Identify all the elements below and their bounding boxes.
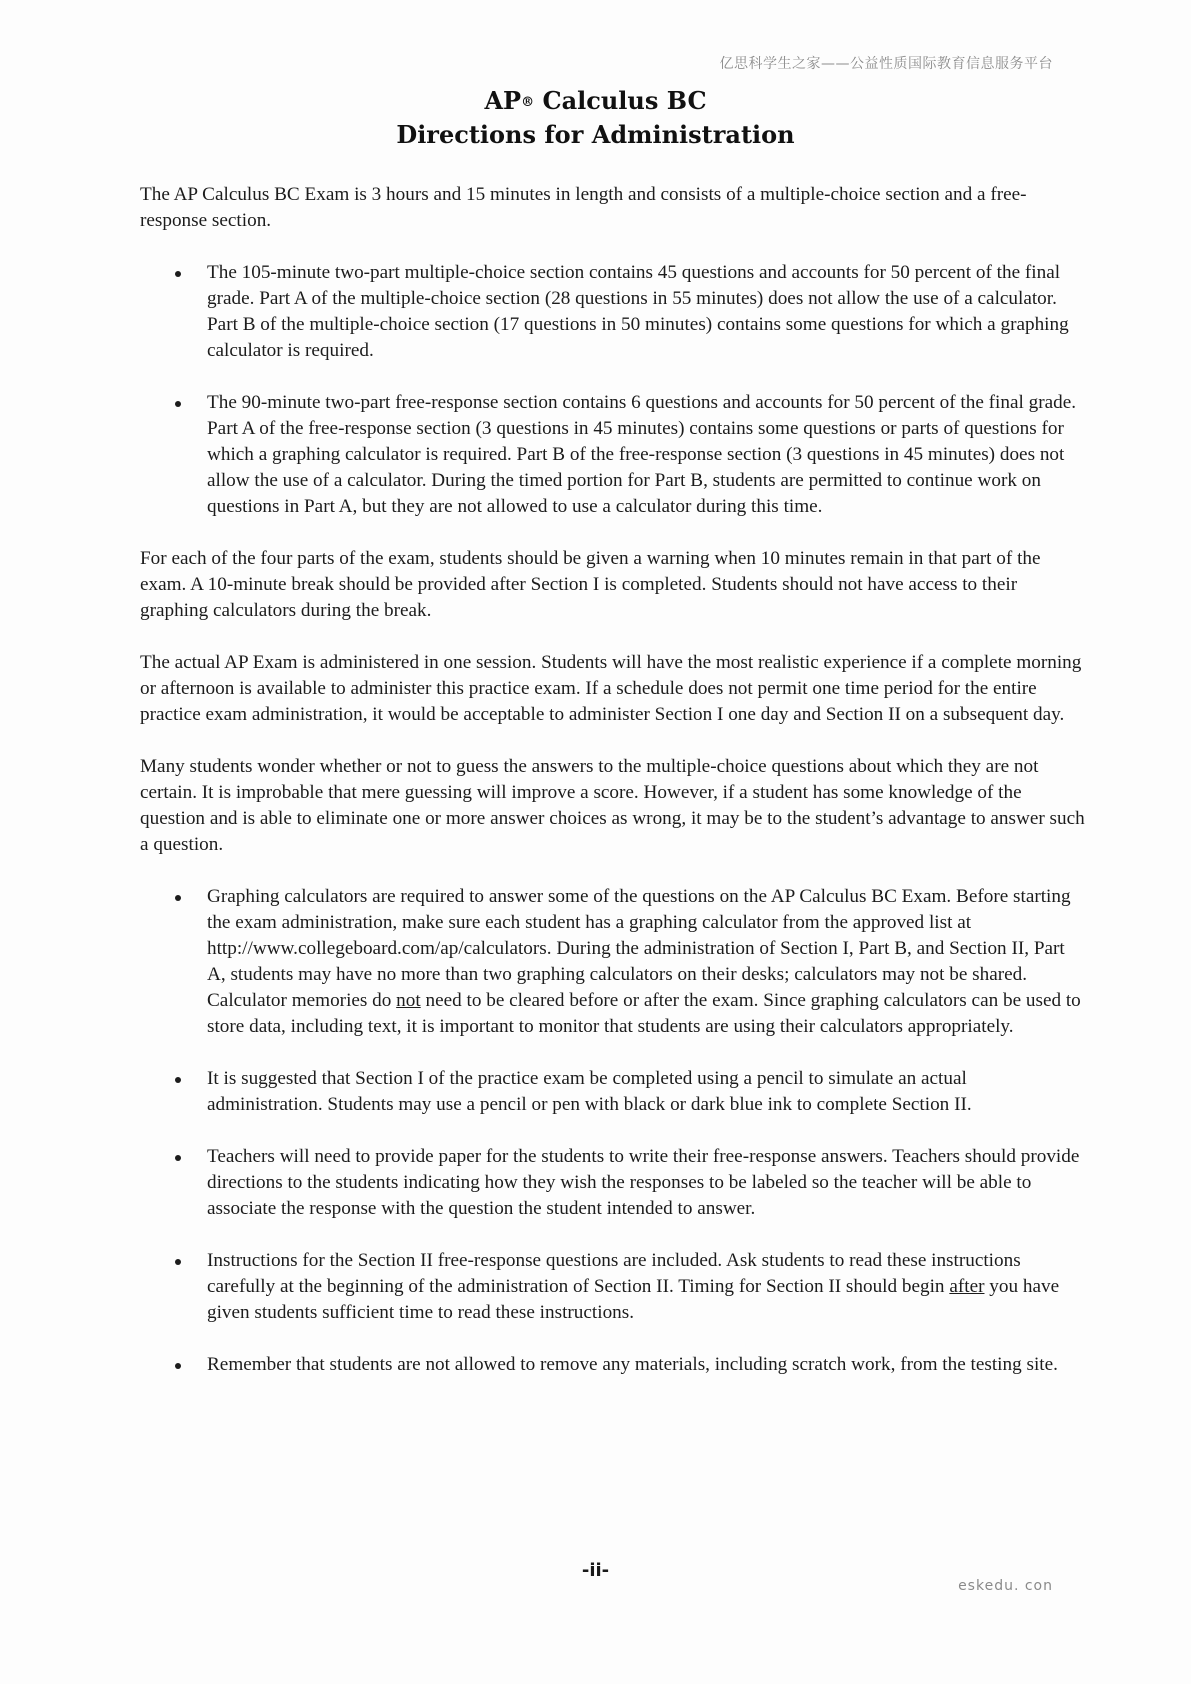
watermark-header: 亿思科学生之家——公益性质国际教育信息服务平台	[719, 56, 1053, 72]
list-item	[140, 1066, 1085, 1118]
bullet-icon	[175, 1259, 181, 1265]
administration-guidance-list	[140, 884, 1085, 1378]
bullet-icon	[175, 271, 181, 277]
bullet-icon	[175, 895, 181, 901]
underlined-not: not	[396, 990, 421, 1011]
pencil-text: It is suggested that Section I of the practice exam be completed using a pencil to simulate an actual administration. Students may use a pencil or pen with black or dark blue ink to complete Section II.	[207, 1068, 972, 1115]
instructions-text: Instructions for the Section II free-response questions are included. Ask students to read these instructions carefully at the beginning of the administration of Section II. Timing for Section II should begin	[207, 1250, 1021, 1297]
instructions-text-end: you have given students sufficient time to read these instructions.	[207, 1276, 1060, 1323]
document-body	[140, 182, 1085, 1404]
paper-text: Teachers will need to provide paper for the students to write their free-response answers. Teachers should provide directions to the students indicating how they wish the responses to be labeled so the teacher will be able to associate the response with the question the student intended to answer.	[207, 1146, 1080, 1219]
title-course: Calculus BC	[534, 86, 707, 115]
list-item	[140, 1144, 1085, 1222]
intro-paragraph: The AP Calculus BC Exam is 3 hours and 15 minutes in length and consists of a multiple-choice section and a free-response section.	[140, 184, 1027, 231]
title-ap: AP	[484, 86, 522, 115]
page-title	[0, 84, 1191, 152]
list-item	[140, 390, 1085, 520]
list-item	[140, 884, 1085, 1040]
list-item	[140, 260, 1085, 364]
page-number: -ii-	[581, 1560, 610, 1581]
guessing-paragraph: Many students wonder whether or not to guess the answers to the multiple-choice questions about which they are not certain. It is improbable that mere guessing will improve a score. However, if a student has some knowledge of the question and is able to eliminate one or more answer choices as wrong, it may be to the student’s advantage to answer such a question.	[140, 756, 1085, 855]
title-line-2: Directions for Administration	[396, 120, 795, 149]
calculators-text: Graphing calculators are required to answer some of the questions on the AP Calculus BC Exam. Before starting the exam administration, make sure each student has a graphing calculator from the approved list at http://www.collegeboard.com/ap/calculators. During the administration of Section I, Part B, and Section II, Part A, students may have no more than two graphing calculators on their desks; calculators may not be shared. Calculator memories do	[207, 886, 1071, 1011]
bullet-icon	[175, 401, 181, 407]
multiple-choice-section-text: The 105-minute two-part multiple-choice section contains 45 questions and accounts for 50 percent of the final grade. Part A of the multiple-choice section (28 questions in 55 minutes) does not allow the use of a calculator. Part B of the multiple-choice section (17 questions in 50 minutes) contains some questions for which a graphing calculator is required.	[207, 262, 1069, 361]
list-item	[140, 1352, 1085, 1378]
materials-text: Remember that students are not allowed to remove any materials, including scratch work, from the testing site.	[207, 1354, 1058, 1375]
registered-mark: ®	[521, 95, 535, 110]
bullet-icon	[175, 1363, 181, 1369]
free-response-section-text: The 90-minute two-part free-response section contains 6 questions and accounts for 50 percent of the final grade. Part A of the free-response section (3 questions in 45 minutes) contains some questions or parts of questions for which a graphing calculator is required. Part B of the free-response section (3 questions in 45 minutes) does not allow the use of a calculator. During the timed portion for Part B, students are permitted to continue work on questions in Part A, but they are not allowed to use a calculator during this time.	[207, 392, 1077, 517]
watermark-footer: eskedu. con	[958, 1578, 1053, 1594]
calculators-text-end: need to be cleared before or after the exam. Since graphing calculators can be used to store data, including text, it is important to monitor that students are using their calculators appropriately.	[207, 990, 1081, 1037]
warning-paragraph: For each of the four parts of the exam, students should be given a warning when 10 minutes remain in that part of the exam. A 10-minute break should be provided after Section I is completed. Students should not have access to their graphing calculators during the break.	[140, 548, 1041, 621]
title-line-1	[0, 84, 1191, 118]
session-paragraph: The actual AP Exam is administered in one session. Students will have the most realistic experience if a complete morning or afternoon is available to administer this practice exam. If a schedule does not permit one time period for the entire practice exam administration, it would be acceptable to administer Section I one day and Section II on a subsequent day.	[140, 652, 1082, 725]
bullet-icon	[175, 1077, 181, 1083]
list-item	[140, 1248, 1085, 1326]
bullet-icon	[175, 1155, 181, 1161]
exam-sections-list	[140, 260, 1085, 520]
underlined-after: after	[949, 1276, 985, 1297]
